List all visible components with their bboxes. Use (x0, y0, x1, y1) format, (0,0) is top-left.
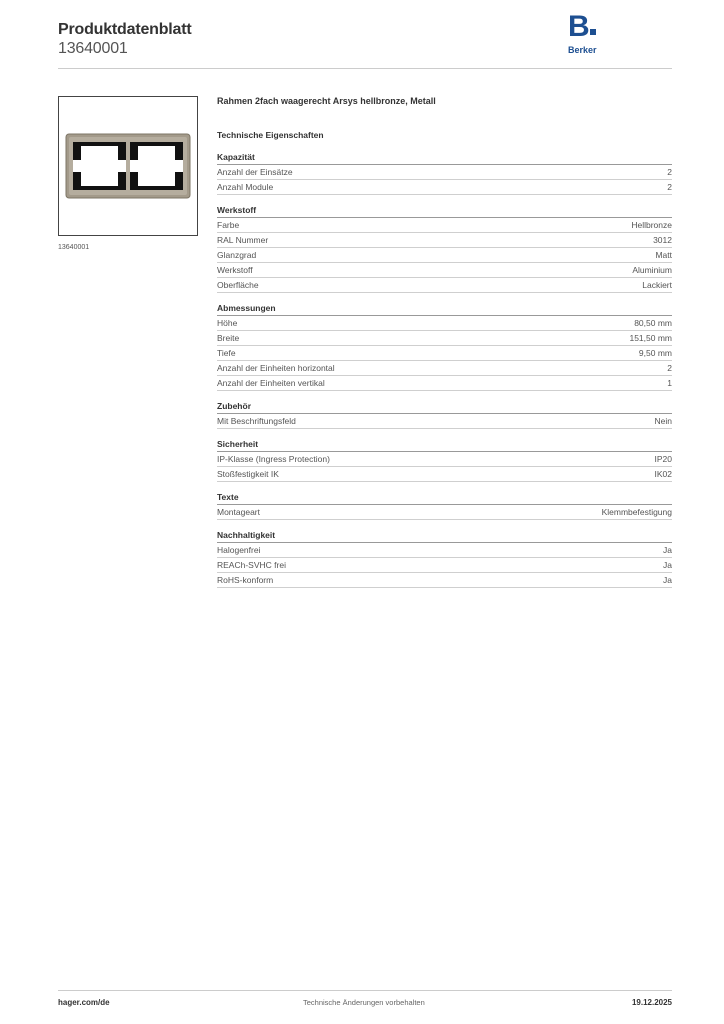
product-image (58, 96, 198, 236)
property-label: Anzahl der Einheiten horizontal (217, 363, 335, 373)
property-value: 80,50 mm (634, 318, 672, 328)
property-label: Farbe (217, 220, 240, 230)
property-row (217, 316, 672, 331)
property-value: Hellbronze (631, 220, 672, 230)
property-value: 2 (667, 182, 672, 192)
property-section (217, 151, 672, 195)
page-title: Produktdatenblatt (58, 21, 192, 38)
property-row (217, 165, 672, 180)
property-section (217, 302, 672, 391)
section-title: Nachhaltigkeit (217, 529, 672, 543)
property-label: REACh-SVHC frei (217, 560, 286, 570)
property-row (217, 346, 672, 361)
logo-dot (590, 29, 596, 35)
property-section (217, 400, 672, 429)
header-divider (58, 68, 672, 69)
property-label: Montageart (217, 507, 260, 517)
property-value: 151,50 mm (629, 333, 672, 343)
section-title: Abmessungen (217, 302, 672, 316)
footer-divider (58, 990, 672, 991)
property-row (217, 505, 672, 520)
property-value: Ja (663, 560, 672, 570)
property-row (217, 573, 672, 588)
property-value: 1 (667, 378, 672, 388)
property-section (217, 204, 672, 293)
article-number: 13640001 (58, 40, 128, 57)
property-label: Mit Beschriftungsfeld (217, 416, 296, 426)
property-label: Glanzgrad (217, 250, 257, 260)
property-row (217, 248, 672, 263)
property-label: Anzahl Module (217, 182, 274, 192)
property-label: RoHS-konform (217, 575, 274, 585)
logo-letter: B (568, 10, 590, 43)
properties-heading: Technische Eigenschaften (217, 130, 324, 140)
image-caption: 13640001 (58, 244, 90, 251)
property-value: IK02 (654, 469, 672, 479)
product-title: Rahmen 2fach waagerecht Arsys hellbronze, Metall (217, 96, 436, 106)
property-label: Anzahl der Einheiten vertikal (217, 378, 325, 388)
berker-logo (568, 10, 602, 56)
property-label: Anzahl der Einsätze (217, 167, 293, 177)
footer-date: 19.12.2025 (631, 998, 672, 1007)
property-label: Oberfläche (217, 280, 259, 290)
property-value: 2 (667, 363, 672, 373)
property-row (217, 558, 672, 573)
footer-website[interactable]: hager.com/de (58, 998, 110, 1007)
property-value: Matt (655, 250, 672, 260)
property-value: Nein (654, 416, 672, 426)
property-value: 2 (667, 167, 672, 177)
property-label: RAL Nummer (217, 235, 269, 245)
section-title: Sicherheit (217, 438, 672, 452)
property-label: Werkstoff (217, 265, 253, 275)
property-row (217, 361, 672, 376)
footer-notice: Technische Änderungen vorbehalten (303, 998, 425, 1007)
property-section (217, 529, 672, 588)
property-row (217, 331, 672, 346)
property-row (217, 180, 672, 195)
property-value: Ja (663, 575, 672, 585)
property-label: Tiefe (217, 348, 236, 358)
property-value: 9,50 mm (638, 348, 672, 358)
logo-brand-name: Berker (568, 45, 597, 55)
section-title: Kapazität (217, 151, 672, 165)
property-label: Stoßfestigkeit IK (217, 469, 279, 479)
property-value: Klemmbefestigung (601, 507, 672, 517)
property-value: 3012 (653, 235, 672, 245)
property-label: Höhe (217, 318, 238, 328)
property-row (217, 414, 672, 429)
property-section (217, 491, 672, 520)
property-section (217, 438, 672, 482)
product-details (217, 94, 672, 588)
property-value: Lackiert (642, 280, 672, 290)
property-row (217, 218, 672, 233)
property-row (217, 543, 672, 558)
property-row (217, 233, 672, 248)
property-value: Ja (663, 545, 672, 555)
section-title: Werkstoff (217, 204, 672, 218)
section-title: Texte (217, 491, 672, 505)
property-row (217, 263, 672, 278)
property-label: IP-Klasse (Ingress Protection) (217, 454, 330, 464)
property-row (217, 452, 672, 467)
frame-illustration (59, 97, 197, 235)
property-value: IP20 (654, 454, 672, 464)
property-label: Breite (217, 333, 240, 343)
section-title: Zubehör (217, 400, 672, 414)
property-row (217, 278, 672, 293)
property-label: Halogenfrei (217, 545, 261, 555)
property-value: Aluminium (632, 265, 672, 275)
property-row (217, 376, 672, 391)
properties-sections (217, 151, 672, 588)
property-row (217, 467, 672, 482)
